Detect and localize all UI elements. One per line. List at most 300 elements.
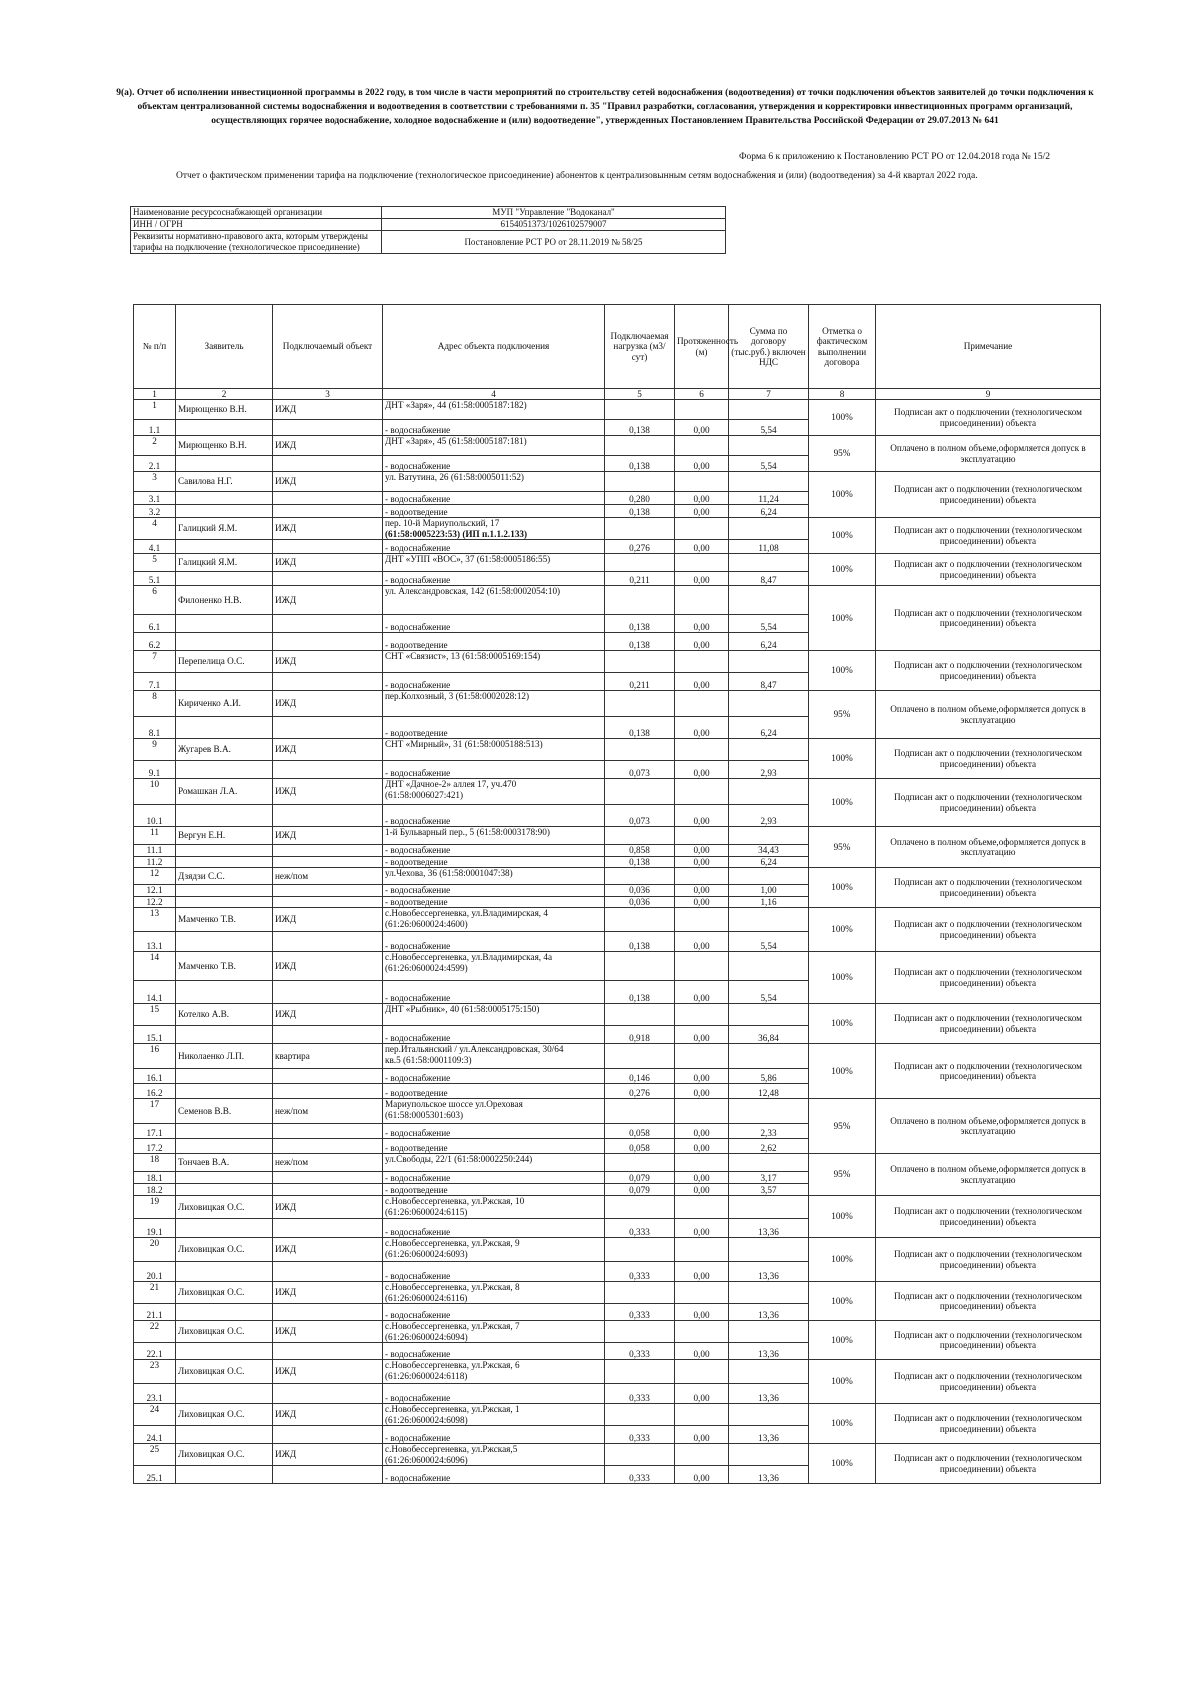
address-line: - водоснабжение <box>385 1032 451 1043</box>
address-cell <box>383 1304 605 1321</box>
address-cell <box>383 1184 605 1196</box>
load-cell <box>605 1154 675 1172</box>
object-cell <box>273 540 383 554</box>
address-line: ул.Чехова, 36 (61:58:0001047:38) <box>385 868 513 878</box>
row-number: 18.2 <box>134 1184 176 1196</box>
sum-cell <box>729 1360 809 1384</box>
object-cell <box>273 981 383 1004</box>
applicant-cell <box>176 1139 273 1154</box>
table-row <box>134 1282 1101 1304</box>
applicant-cell <box>176 540 273 554</box>
address-cell <box>383 952 605 981</box>
load-cell <box>605 868 675 885</box>
header-load: Подключаемая нагрузка (м3/сут) <box>605 305 675 389</box>
sum-cell: 11,08 <box>729 540 809 554</box>
completion-cell: 95% <box>809 436 876 472</box>
length-cell: 0,00 <box>675 932 729 952</box>
row-number: 2.1 <box>134 456 176 472</box>
load-cell: 0,333 <box>605 1219 675 1238</box>
table-row <box>134 779 1101 805</box>
length-cell <box>675 1154 729 1172</box>
address-line: пер.Колхозный, 3 (61:58:0002028:12) <box>385 691 530 701</box>
applicant-cell <box>176 1384 273 1404</box>
object-cell <box>273 1304 383 1321</box>
applicant-cell: Мирющенко В.Н. <box>176 436 273 456</box>
load-cell: 0,138 <box>605 932 675 952</box>
column-number: 1 <box>134 389 176 400</box>
load-cell: 0,918 <box>605 1026 675 1044</box>
applicant-cell <box>176 505 273 518</box>
note-cell: Оплачено в полном объеме,оформляется допуск в эксплуатацию <box>876 827 1101 868</box>
address-line: ДНТ «Дачное-2» аллея 17, уч.470 <box>385 779 517 789</box>
row-number: 13.1 <box>134 932 176 952</box>
applicant-cell: Тончаев В.А. <box>176 1154 273 1172</box>
object-cell: ИЖД <box>273 827 383 845</box>
load-cell <box>605 554 675 572</box>
length-cell <box>675 472 729 492</box>
organization-info-table <box>130 206 726 254</box>
object-cell <box>273 1139 383 1154</box>
row-number: 2 <box>134 436 176 456</box>
length-cell <box>675 868 729 885</box>
completion-cell: 100% <box>809 400 876 436</box>
header-note: Примечание <box>876 305 1101 389</box>
object-cell <box>273 673 383 691</box>
object-cell: неж/пом <box>273 1099 383 1124</box>
load-cell: 0,138 <box>605 633 675 651</box>
length-cell: 0,00 <box>675 896 729 908</box>
length-cell: 0,00 <box>675 805 729 827</box>
completion-cell: 100% <box>809 1196 876 1238</box>
address-line: с.Новобессергеневка, ул.Ржская,5 <box>385 1444 518 1454</box>
completion-cell: 100% <box>809 1444 876 1484</box>
info-label: Реквизиты нормативно-правового акта, которым утверждены тарифы на подключение (технологическое присоединение) <box>131 231 382 254</box>
address-cell <box>383 827 605 845</box>
applicant-cell: Лиховицкая О.С. <box>176 1321 273 1343</box>
load-cell: 0,138 <box>605 717 675 739</box>
sum-cell: 8,47 <box>729 572 809 586</box>
applicant-cell: Котелко А.В. <box>176 1004 273 1026</box>
header-sum: Сумма по договору (тыс.руб.) включен НДС <box>729 305 809 389</box>
table-row <box>134 1404 1101 1426</box>
address-line: с.Новобессергеневка, ул.Ржская, 6 <box>385 1360 520 1370</box>
applicant-cell: Мирющенко В.Н. <box>176 400 273 420</box>
sum-cell <box>729 518 809 540</box>
load-cell <box>605 1004 675 1026</box>
sum-cell <box>729 1238 809 1262</box>
sum-cell: 6,24 <box>729 633 809 651</box>
table-body <box>134 400 1101 1484</box>
address-line: 1-й Бульварный пер., 5 (61:58:0003178:90) <box>385 827 550 837</box>
column-number-row <box>134 389 1101 400</box>
row-number: 19 <box>134 1196 176 1219</box>
length-cell: 0,00 <box>675 1084 729 1099</box>
address-cell <box>383 1466 605 1484</box>
address-cell <box>383 1196 605 1219</box>
completion-cell: 100% <box>809 1404 876 1444</box>
applicant-cell <box>176 572 273 586</box>
object-cell: ИЖД <box>273 952 383 981</box>
table-row <box>134 518 1101 540</box>
address-cadastral: (61:58:0006027:421) <box>385 789 464 800</box>
load-cell: 0,276 <box>605 1084 675 1099</box>
object-cell <box>273 1219 383 1238</box>
length-cell: 0,00 <box>675 615 729 633</box>
address-cell <box>383 691 605 717</box>
applicant-cell <box>176 1426 273 1444</box>
address-line: ДНТ «Рыбник», 40 (61:58:0005175:150) <box>385 1004 540 1014</box>
applicant-cell <box>176 1026 273 1044</box>
note-cell: Подписан акт о подключении (технологическом присоединении) объекта <box>876 1444 1101 1484</box>
object-cell <box>273 856 383 868</box>
completion-cell: 95% <box>809 827 876 868</box>
address-line: - водоотведение <box>385 506 448 517</box>
address-cell <box>383 436 605 456</box>
applicant-cell <box>176 1343 273 1360</box>
object-cell <box>273 456 383 472</box>
row-number: 15 <box>134 1004 176 1026</box>
completion-cell: 100% <box>809 739 876 779</box>
applicant-cell <box>176 896 273 908</box>
note-cell: Оплачено в полном объеме,оформляется допуск в эксплуатацию <box>876 691 1101 739</box>
note-cell: Оплачено в полном объеме,оформляется допуск в эксплуатацию <box>876 1099 1101 1154</box>
row-number: 11 <box>134 827 176 845</box>
address-line: - водоснабжение <box>385 542 451 553</box>
address-cell <box>383 1219 605 1238</box>
row-number: 10.1 <box>134 805 176 827</box>
info-value: МУП "Управление "Водоканал" <box>382 207 726 219</box>
note-cell: Подписан акт о подключении (технологическом присоединении) объекта <box>876 472 1101 518</box>
length-cell: 0,00 <box>675 1426 729 1444</box>
load-cell <box>605 1404 675 1426</box>
sum-cell <box>729 1196 809 1219</box>
sum-cell <box>729 739 809 761</box>
table-row <box>134 1196 1101 1219</box>
row-number: 14 <box>134 952 176 981</box>
row-number: 21 <box>134 1282 176 1304</box>
row-number: 24 <box>134 1404 176 1426</box>
object-cell <box>273 1084 383 1099</box>
address-cell <box>383 1321 605 1343</box>
report-subtitle: Отчет о фактическом применении тарифа на подключение (технологическое присоединение) абонентов к централизовынным сетям водоснабжения и (или) (водоотведения) за 4-й квартал 2022 года. <box>176 171 978 181</box>
column-number: 9 <box>876 389 1101 400</box>
address-line: - водоснабжение <box>385 1127 451 1138</box>
address-line: с.Новобессергеневка, ул.Ржская, 7 <box>385 1321 520 1331</box>
table-row <box>134 1321 1101 1343</box>
object-cell <box>273 805 383 827</box>
load-cell: 0,073 <box>605 805 675 827</box>
address-line: - водоснабжение <box>385 1309 451 1320</box>
length-cell <box>675 586 729 615</box>
length-cell: 0,00 <box>675 505 729 518</box>
connections-table <box>133 304 1101 1484</box>
length-cell: 0,00 <box>675 456 729 472</box>
note-cell: Подписан акт о подключении (технологическом присоединении) объекта <box>876 400 1101 436</box>
address-cadastral: (61:58:0005223:53) (ИП п.1.1.2.133) <box>385 528 528 539</box>
sum-cell: 6,24 <box>729 717 809 739</box>
applicant-cell <box>176 1172 273 1184</box>
length-cell <box>675 1099 729 1124</box>
sum-cell: 11,24 <box>729 492 809 505</box>
load-cell <box>605 1444 675 1466</box>
object-cell <box>273 1184 383 1196</box>
note-cell: Подписан акт о подключении (технологическом присоединении) объекта <box>876 1196 1101 1238</box>
sum-cell <box>729 827 809 845</box>
address-cell <box>383 868 605 885</box>
row-number: 22 <box>134 1321 176 1343</box>
address-line: ДНТ «УПП «ВОС», 37 (61:58:0005186:55) <box>385 554 551 564</box>
row-number: 5 <box>134 554 176 572</box>
note-cell: Подписан акт о подключении (технологическом присоединении) объекта <box>876 1044 1101 1099</box>
row-number: 20 <box>134 1238 176 1262</box>
applicant-cell: Семенов В.В. <box>176 1099 273 1124</box>
object-cell: неж/пом <box>273 868 383 885</box>
load-cell <box>605 1321 675 1343</box>
load-cell: 0,333 <box>605 1304 675 1321</box>
load-cell: 0,211 <box>605 572 675 586</box>
applicant-cell <box>176 856 273 868</box>
note-cell: Подписан акт о подключении (технологическом присоединении) объекта <box>876 1360 1101 1404</box>
completion-cell: 100% <box>809 1321 876 1360</box>
object-cell <box>273 633 383 651</box>
row-number: 13 <box>134 908 176 932</box>
sum-cell: 5,54 <box>729 456 809 472</box>
address-cell <box>383 856 605 868</box>
address-cadastral: (61:26:0600024:6093) <box>385 1248 468 1259</box>
applicant-cell: Вергун Е.Н. <box>176 827 273 845</box>
applicant-cell: Лиховицкая О.С. <box>176 1444 273 1466</box>
sum-cell <box>729 691 809 717</box>
applicant-cell <box>176 1466 273 1484</box>
row-number: 4.1 <box>134 540 176 554</box>
address-line: ДНТ «Заря», 44 (61:58:0005187:182) <box>385 400 527 410</box>
length-cell: 0,00 <box>675 1219 729 1238</box>
length-cell <box>675 1282 729 1304</box>
table-row <box>134 1238 1101 1262</box>
load-cell: 0,333 <box>605 1426 675 1444</box>
address-line: - водоснабжение <box>385 940 451 951</box>
address-cell <box>383 615 605 633</box>
load-cell <box>605 436 675 456</box>
load-cell: 0,138 <box>605 981 675 1004</box>
row-number: 22.1 <box>134 1343 176 1360</box>
row-number: 17 <box>134 1099 176 1124</box>
length-cell <box>675 518 729 540</box>
address-cell <box>383 1069 605 1084</box>
address-line: ул. Александровская, 142 (61:58:0002054:10) <box>385 586 561 596</box>
row-number: 17.1 <box>134 1124 176 1139</box>
load-cell <box>605 518 675 540</box>
length-cell: 0,00 <box>675 492 729 505</box>
row-number: 17.2 <box>134 1139 176 1154</box>
address-line: пер. 10-й Мариупольский, 17 <box>385 518 500 528</box>
column-number: 6 <box>675 389 729 400</box>
applicant-cell: Ромашкан Л.А. <box>176 779 273 805</box>
object-cell: квартира <box>273 1044 383 1069</box>
address-line: - водоснабжение <box>385 424 451 435</box>
completion-cell: 100% <box>809 1282 876 1321</box>
sum-cell: 13,36 <box>729 1262 809 1282</box>
load-cell: 0,333 <box>605 1466 675 1484</box>
object-cell: ИЖД <box>273 1238 383 1262</box>
load-cell: 0,036 <box>605 896 675 908</box>
applicant-cell <box>176 1084 273 1099</box>
sum-cell <box>729 1404 809 1426</box>
load-cell: 0,276 <box>605 540 675 554</box>
row-number: 8.1 <box>134 717 176 739</box>
header-address: Адрес объекта подключения <box>383 305 605 389</box>
length-cell <box>675 1196 729 1219</box>
address-cadastral: (61:26:0600024:6096) <box>385 1454 468 1465</box>
sum-cell: 5,86 <box>729 1069 809 1084</box>
address-cell <box>383 456 605 472</box>
address-cell <box>383 518 605 540</box>
row-number: 1 <box>134 400 176 420</box>
length-cell: 0,00 <box>675 673 729 691</box>
address-line: с.Новобессергеневка, ул.Владимирская, 4а <box>385 952 553 962</box>
load-cell: 0,079 <box>605 1172 675 1184</box>
sum-cell <box>729 400 809 420</box>
length-cell: 0,00 <box>675 1124 729 1139</box>
address-cell <box>383 1154 605 1172</box>
table-row <box>134 908 1101 932</box>
object-cell <box>273 1172 383 1184</box>
sum-cell <box>729 651 809 673</box>
applicant-cell: Мамченко Т.В. <box>176 908 273 932</box>
table-row <box>134 827 1101 845</box>
address-cell <box>383 1172 605 1184</box>
address-line: ДНТ «Заря», 45 (61:58:0005187:181) <box>385 436 527 446</box>
address-cell <box>383 492 605 505</box>
note-cell: Подписан акт о подключении (технологическом присоединении) объекта <box>876 952 1101 1004</box>
object-cell <box>273 1426 383 1444</box>
address-line: - водоснабжение <box>385 767 451 778</box>
table-row <box>134 1154 1101 1172</box>
sum-cell: 5,54 <box>729 615 809 633</box>
sum-cell: 2,33 <box>729 1124 809 1139</box>
object-cell: ИЖД <box>273 1404 383 1426</box>
row-number: 3 <box>134 472 176 492</box>
length-cell: 0,00 <box>675 1466 729 1484</box>
object-cell: ИЖД <box>273 651 383 673</box>
address-line: Мариупольское шоссе ул.Ореховая <box>385 1099 523 1109</box>
address-cell <box>383 761 605 779</box>
load-cell: 0,333 <box>605 1262 675 1282</box>
applicant-cell <box>176 492 273 505</box>
address-line: - водоотведение <box>385 727 448 738</box>
object-cell <box>273 1466 383 1484</box>
row-number: 8 <box>134 691 176 717</box>
load-cell: 0,036 <box>605 885 675 897</box>
sum-cell: 2,62 <box>729 1139 809 1154</box>
completion-cell: 95% <box>809 1154 876 1196</box>
note-cell: Подписан акт о подключении (технологическом присоединении) объекта <box>876 518 1101 554</box>
sum-cell: 5,54 <box>729 932 809 952</box>
length-cell: 0,00 <box>675 856 729 868</box>
load-cell <box>605 1044 675 1069</box>
table-row <box>134 472 1101 492</box>
table-row <box>134 400 1101 420</box>
applicant-cell: Перепелица О.С. <box>176 651 273 673</box>
address-line: - водоснабжение <box>385 679 451 690</box>
info-value: 6154051373/1026102579007 <box>382 219 726 231</box>
length-cell <box>675 739 729 761</box>
address-cell <box>383 739 605 761</box>
address-cadastral: (61:26:0600024:6115) <box>385 1206 468 1217</box>
header-completion: Отметка о фактическом выполнении договора <box>809 305 876 389</box>
completion-cell: 100% <box>809 868 876 908</box>
note-cell: Подписан акт о подключении (технологическом присоединении) объекта <box>876 739 1101 779</box>
load-cell: 0,138 <box>605 505 675 518</box>
load-cell <box>605 1238 675 1262</box>
address-cell <box>383 572 605 586</box>
sum-cell <box>729 868 809 885</box>
address-cell <box>383 1084 605 1099</box>
sum-cell <box>729 908 809 932</box>
object-cell <box>273 1124 383 1139</box>
table-row <box>134 1004 1101 1026</box>
applicant-cell <box>176 717 273 739</box>
load-cell: 0,138 <box>605 856 675 868</box>
sum-cell: 8,47 <box>729 673 809 691</box>
object-cell <box>273 1262 383 1282</box>
row-number: 18 <box>134 1154 176 1172</box>
address-cell <box>383 1238 605 1262</box>
address-line: - водоснабжение <box>385 460 451 471</box>
column-number: 2 <box>176 389 273 400</box>
completion-cell: 100% <box>809 651 876 691</box>
address-line: - водоснабжение <box>385 1348 451 1359</box>
column-number: 7 <box>729 389 809 400</box>
sum-cell: 13,36 <box>729 1466 809 1484</box>
applicant-cell: Кириченко А.И. <box>176 691 273 717</box>
length-cell <box>675 1321 729 1343</box>
load-cell <box>605 586 675 615</box>
length-cell <box>675 554 729 572</box>
table-row <box>134 651 1101 673</box>
completion-cell: 100% <box>809 518 876 554</box>
address-cell <box>383 981 605 1004</box>
applicant-cell: Савилова Н.Г. <box>176 472 273 492</box>
sum-cell: 13,36 <box>729 1343 809 1360</box>
header-object: Подключаемый объект <box>273 305 383 389</box>
info-row-organization <box>131 207 726 219</box>
address-cadastral: (61:58:0005301:603) <box>385 1109 464 1120</box>
length-cell <box>675 400 729 420</box>
sum-cell: 36,84 <box>729 1026 809 1044</box>
address-cadastral: кв.5 (61:58:0001109:3) <box>385 1054 472 1065</box>
address-line: - водоснабжение <box>385 1072 451 1083</box>
address-line: - водоснабжение <box>385 1472 451 1483</box>
completion-cell: 100% <box>809 554 876 586</box>
completion-cell: 100% <box>809 1238 876 1282</box>
note-cell: Подписан акт о подключении (технологическом присоединении) объекта <box>876 1404 1101 1444</box>
object-cell <box>273 932 383 952</box>
info-value: Постановление РСТ РО от 28.11.2019 № 58/25 <box>382 231 726 254</box>
length-cell: 0,00 <box>675 1026 729 1044</box>
note-cell: Оплачено в полном объеме,оформляется допуск в эксплуатацию <box>876 436 1101 472</box>
sum-cell: 3,17 <box>729 1172 809 1184</box>
address-cell <box>383 1384 605 1404</box>
address-cell <box>383 673 605 691</box>
completion-cell: 100% <box>809 779 876 827</box>
length-cell: 0,00 <box>675 885 729 897</box>
load-cell: 0,333 <box>605 1384 675 1404</box>
sum-cell: 1,00 <box>729 885 809 897</box>
load-cell <box>605 691 675 717</box>
table-row <box>134 1360 1101 1384</box>
table-row <box>134 436 1101 456</box>
